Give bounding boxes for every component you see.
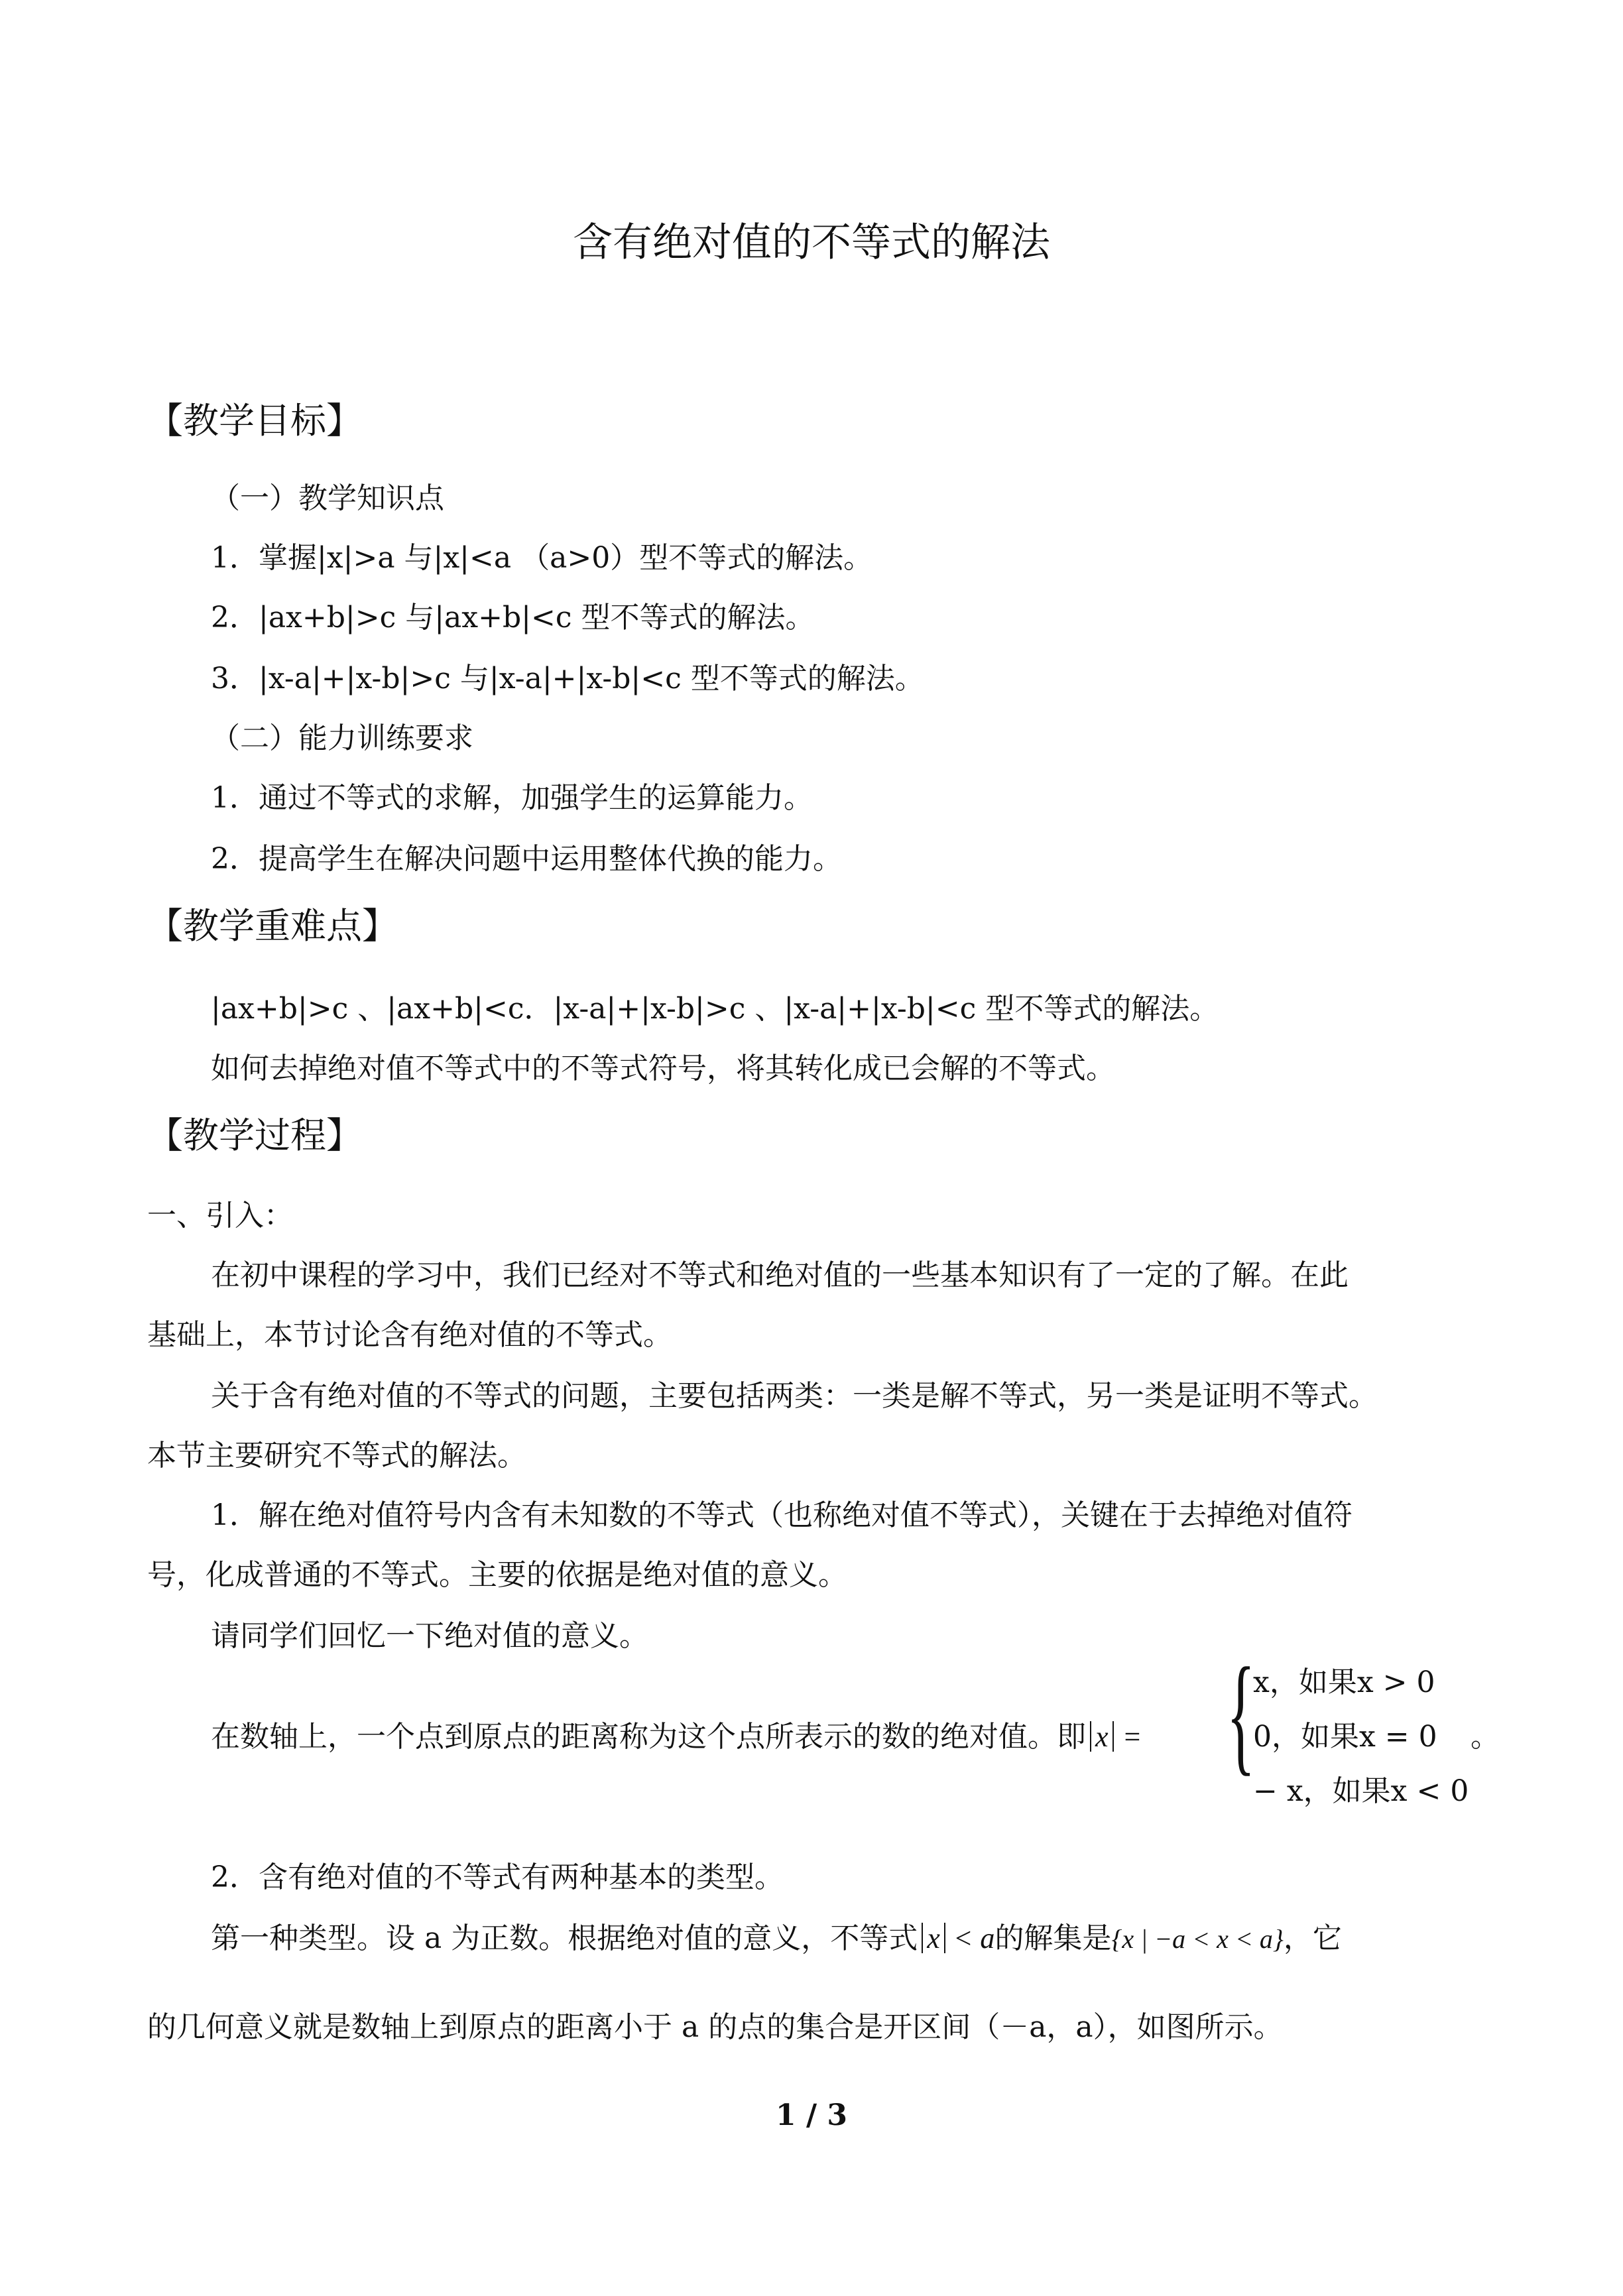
process-paragraph-2-line-1: 关于含有绝对值的不等式的问题，主要包括两类：一类是解不等式，另一类是证明不等式。 (211, 1379, 1378, 1413)
section-heading-key-points: 【教学重难点】 (147, 905, 398, 947)
key-points-line-2: 如何去掉绝对值不等式中的不等式符号，将其转化成已会解的不等式。 (211, 1052, 1115, 1085)
abs-bar-left-2 (922, 1923, 923, 1953)
goals-knowledge-item-3: 3．|x-a|+|x-b|>c 与|x-a|+|x-b|<c 型不等式的解法。 (211, 662, 924, 695)
piecewise-brace: { (1227, 1641, 1256, 1787)
goals-knowledge-item-1: 1．掌握|x|>a 与|x|<a （a>0）型不等式的解法。 (211, 541, 873, 575)
abs-variable: x (1095, 1721, 1109, 1753)
process-paragraph-3-line-2: 号，化成普通的不等式。主要的依据是绝对值的意义。 (147, 1558, 847, 1592)
absolute-value-definition (211, 1717, 1140, 1757)
solution-set: {x | −a < x < a} (1111, 1924, 1284, 1954)
process-paragraph-3-line-1: 1．解在绝对值符号内含有未知数的不等式（也称绝对值不等式），关键在于去掉绝对值符 (211, 1498, 1352, 1532)
goals-knowledge-item-2: 2．|ax+b|>c 与|ax+b|<c 型不等式的解法。 (211, 601, 815, 634)
process-paragraph-2-line-2: 本节主要研究不等式的解法。 (147, 1439, 526, 1473)
equals-sign: = (1124, 1721, 1141, 1753)
goals-subheading-knowledge: （一）教学知识点 (211, 481, 444, 515)
piecewise-case-3: − x，如果x < 0 (1253, 1774, 1469, 1808)
process-paragraph-4: 请同学们回忆一下绝对值的意义。 (211, 1619, 648, 1653)
process-paragraph-6: 2．含有绝对值的不等式有两种基本的类型。 (211, 1860, 784, 1894)
paragraph-7-text-end: ，它 (1283, 1921, 1342, 1955)
process-paragraph-1-line-1: 在初中课程的学习中，我们已经对不等式和绝对值的一些基本知识有了一定的了解。在此 (211, 1258, 1349, 1292)
goals-ability-item-2: 2．提高学生在解决问题中运用整体代换的能力。 (211, 842, 842, 876)
process-intro-heading: 一、引入： (147, 1199, 293, 1233)
piecewise-case-2: 0，如果x = 0 (1253, 1720, 1437, 1754)
process-paragraph-7 (211, 1919, 1342, 1959)
goals-ability-item-1: 1．通过不等式的求解，加强学生的运算能力。 (211, 781, 813, 815)
page-number: 1 / 3 (776, 2098, 847, 2132)
definition-period: 。 (1471, 1720, 1500, 1754)
section-heading-goals: 【教学目标】 (147, 400, 362, 442)
key-points-line-1: |ax+b|>c 、|ax+b|<c．|x-a|+|x-b|>c 、|x-a|+|x-b|<c 型不等式的解法。 (211, 992, 1219, 1026)
abs-bar-right (1112, 1721, 1114, 1752)
section-heading-process: 【教学过程】 (147, 1115, 362, 1156)
abs-bar-right-2 (944, 1923, 945, 1953)
process-paragraph-1-line-2: 基础上，本节讨论含有绝对值的不等式。 (147, 1318, 672, 1352)
goals-subheading-ability: （二）能力训练要求 (211, 721, 473, 755)
abs-bar-left (1090, 1721, 1091, 1752)
abs-variable-2: x (927, 1922, 940, 1955)
process-paragraph-8: 的几何意义就是数轴上到原点的距离小于 a 的点的集合是开区间（－a，a），如图所示。 (147, 2010, 1283, 2044)
inequality-less-than-a: < a (953, 1922, 995, 1955)
definition-text: 在数轴上，一个点到原点的距离称为这个点所表示的数的绝对值。即 (211, 1720, 1086, 1754)
piecewise-case-1: x，如果x > 0 (1253, 1665, 1435, 1699)
paragraph-7-text-mid: 的解集是 (994, 1921, 1112, 1955)
paragraph-7-text-a: 第一种类型。设 a 为正数。根据绝对值的意义，不等式 (211, 1921, 918, 1955)
page-title: 含有绝对值的不等式的解法 (573, 219, 1050, 266)
